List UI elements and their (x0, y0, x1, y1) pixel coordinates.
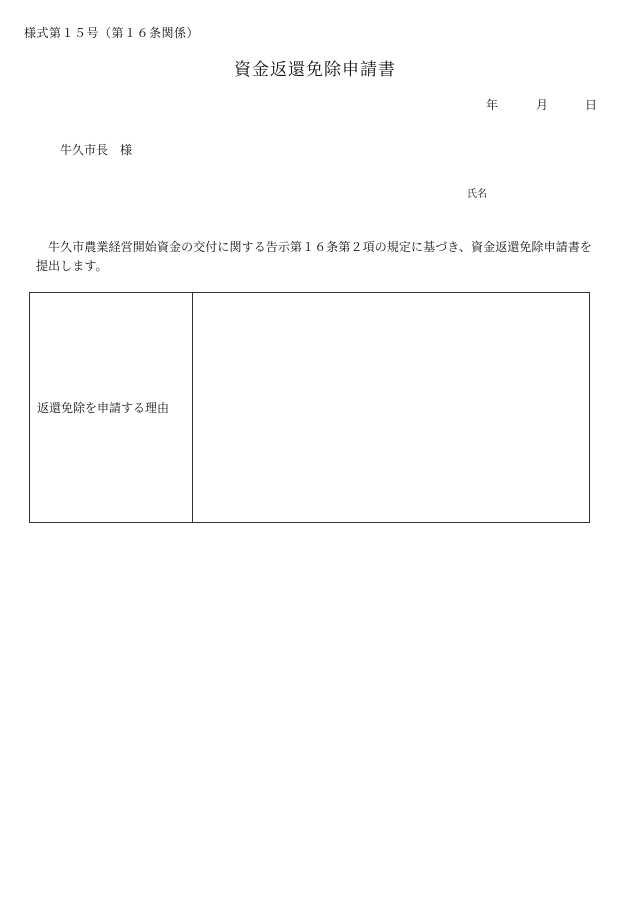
date-month-label: 月 (536, 98, 549, 112)
date-year-label: 年 (486, 98, 499, 112)
addressee: 牛久市長 様 (60, 143, 133, 157)
reason-input-area[interactable] (193, 293, 589, 522)
reason-table (29, 292, 590, 523)
document-title: 資金返還免除申請書 (234, 60, 396, 80)
date-day-label: 日 (585, 98, 598, 112)
reason-label-cell (30, 293, 193, 522)
form-number: 様式第１５号（第１６条関係） (24, 26, 200, 40)
reason-label: 返還免除を申請する理由 (37, 401, 170, 415)
applicant-name-label: 氏名 (467, 189, 487, 200)
application-statement: 牛久市農業経営開始資金の交付に関する告示第１６条第２項の規定に基づき、資金返還免除申請書を提出します。 (36, 240, 593, 273)
